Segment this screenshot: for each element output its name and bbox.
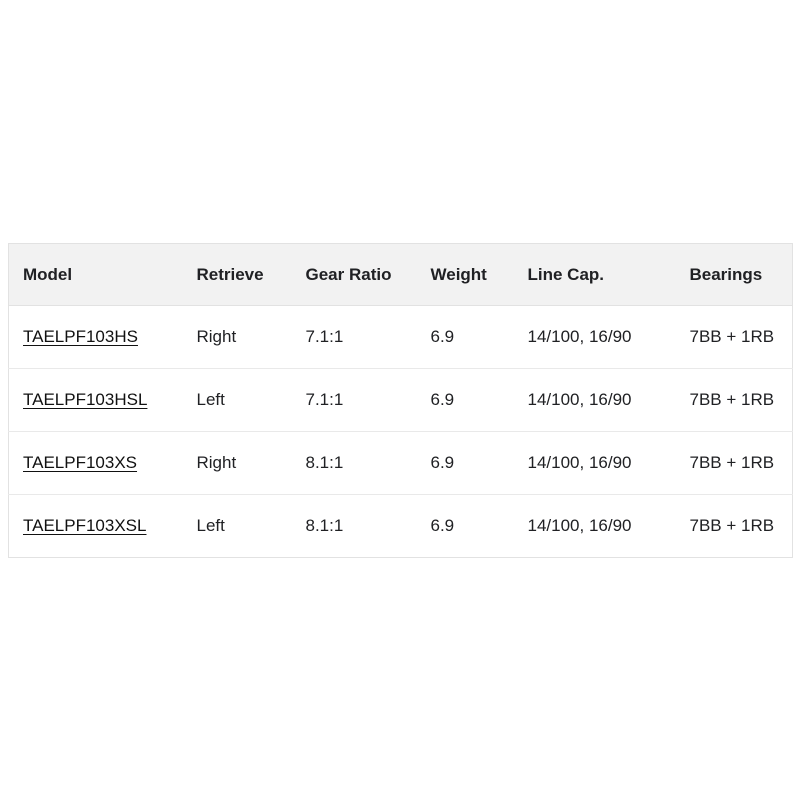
line-cap-cell: 14/100, 16/90 xyxy=(514,306,676,369)
line-cap-cell: 14/100, 16/90 xyxy=(527,516,632,535)
model-cell xyxy=(9,306,183,369)
retrieve-cell: Left xyxy=(196,516,225,535)
model-link[interactable]: TAELPF103XSL xyxy=(23,516,147,535)
table-row xyxy=(9,495,793,558)
model-cell xyxy=(9,369,183,432)
weight-cell: 6.9 xyxy=(417,369,514,432)
bearings-cell: 7BB + 1RB xyxy=(676,369,793,432)
weight-cell: 6.9 xyxy=(417,432,514,495)
column-header-gear-ratio: Gear Ratio xyxy=(292,244,417,306)
gear-ratio-cell: 7.1:1 xyxy=(292,306,417,369)
table-body xyxy=(9,306,793,558)
model-link[interactable]: TAELPF103XS xyxy=(23,453,138,472)
model-cell xyxy=(9,432,183,495)
model-link[interactable]: TAELPF103HSL xyxy=(23,390,148,409)
gear-ratio-cell: 7.1:1 xyxy=(292,369,417,432)
column-header-model: Model xyxy=(9,244,183,306)
bearings-cell: 7BB + 1RB xyxy=(689,516,775,535)
header-row xyxy=(9,244,793,306)
gear-ratio-cell: 8.1:1 xyxy=(292,432,417,495)
retrieve-cell: Right xyxy=(183,306,292,369)
gear-ratio-cell: 8.1:1 xyxy=(305,516,344,535)
weight-cell: 6.9 xyxy=(430,516,455,535)
model-link[interactable]: TAELPF103HS xyxy=(23,327,138,346)
column-header-bearings: Bearings xyxy=(676,244,793,306)
table-row xyxy=(9,369,793,432)
column-header-weight: Weight xyxy=(417,244,514,306)
spec-table-container xyxy=(8,243,793,558)
weight-cell: 6.9 xyxy=(417,306,514,369)
column-header-line-cap: Line Cap. xyxy=(514,244,676,306)
column-header-retrieve: Retrieve xyxy=(183,244,292,306)
table-header xyxy=(9,244,793,306)
spec-table xyxy=(8,243,793,558)
table-row xyxy=(9,432,793,495)
bearings-cell: 7BB + 1RB xyxy=(676,306,793,369)
line-cap-cell: 14/100, 16/90 xyxy=(514,369,676,432)
retrieve-cell: Left xyxy=(183,369,292,432)
model-cell xyxy=(9,495,183,558)
table-row xyxy=(9,306,793,369)
line-cap-cell: 14/100, 16/90 xyxy=(514,432,676,495)
bearings-cell: 7BB + 1RB xyxy=(676,432,793,495)
retrieve-cell: Right xyxy=(183,432,292,495)
